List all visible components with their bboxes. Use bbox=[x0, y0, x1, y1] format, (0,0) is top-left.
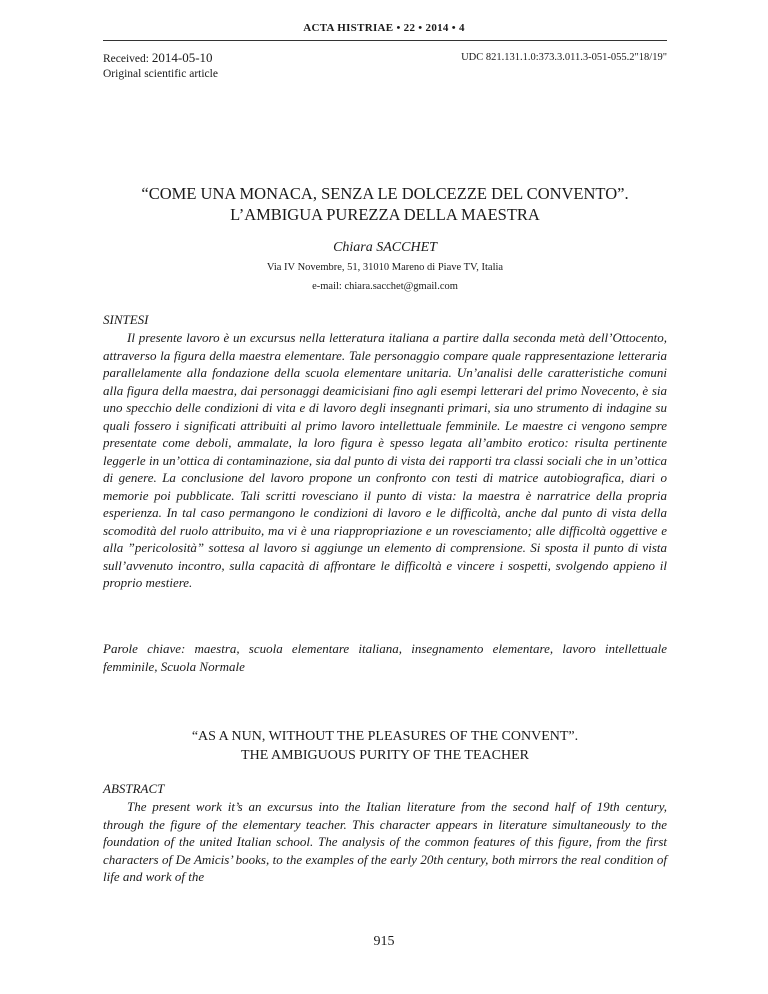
received-date: 2014-05-10 bbox=[151, 50, 213, 65]
sintesi-section bbox=[103, 311, 667, 592]
title-line-1: “COME UNA MONACA, SENZA LE DOLCEZZE DEL CONVENTO”. bbox=[141, 184, 629, 203]
english-title-line-1: “AS A NUN, WITHOUT THE PLEASURES OF THE CONVENT”. bbox=[191, 729, 579, 744]
sintesi-text: Il presente lavoro è un excursus nella letteratura italiana a partire dalla seconda metà dell’Ottocento, attraverso la figura della maestra elementare. Tale personaggio compare quale rappresentazione letteraria parallelamente alla fondazione della scuola elementare unitaria. Un’analisi delle caratteristiche comuni alla figura della maestra, dai personaggi deamicisiani fino agli esempi letterari del primo Novecento, è sia uno specchio delle condizioni di vita e di lavoro degli insegnanti primari, sia uno strumento di indagine su quali fossero i significati attribuiti al primo lavoro intellettuale femminile. Le maestre ci vengono sempre presentate come deboli, ammalate, la loro figura è spesso legata all’ambito erotico: risulta pertinente leggerle in un’ottica di contaminazione, sia dal punto di vista dei rapporti tra classi sociali che in un’ottica di genere. La conclusione del lavoro propone un confronto con testi di matrice autobiografica, diari o memorie poi pubblicate. Tali scritti rovesciano il punto di vista: la maestra è narratrice della propria esperienza. In tal caso permangono le condizioni di lavoro e le difficoltà, anche dal punto di vista della scomodità del ruolo attribuito, ma vi è una riappropriazione e un rovesciamento; alle difficoltà oggettive e alla ”pericolosità” sottesa al lavoro si aggiunge un elemento di comprensione. Si sposta il punto di vista sull’avvenuto incontro, sulla capacità di affrontare le difficoltà e vincere i sospetti, svolgendo appieno il proprio mestiere. bbox=[103, 330, 667, 590]
page-number: 915 bbox=[373, 934, 395, 949]
article-type: Original scientific article bbox=[103, 68, 218, 80]
received-label: Received: bbox=[103, 53, 149, 65]
header-divider bbox=[103, 40, 667, 41]
author-email: e-mail: chiara.sacchet@gmail.com bbox=[312, 281, 458, 292]
sintesi-heading: SINTESI bbox=[103, 312, 149, 327]
title-line-2: L’AMBIGUA PUREZZA DELLA MAESTRA bbox=[230, 205, 540, 224]
author-name: Chiara SACCHET bbox=[333, 240, 437, 255]
received-line bbox=[103, 50, 218, 67]
author-address: Via IV Novembre, 51, 31010 Mareno di Piave TV, Italia bbox=[266, 262, 504, 273]
abstract-section bbox=[103, 780, 667, 886]
english-title-line-2: THE AMBIGUOUS PURITY OF THE TEACHER bbox=[241, 748, 529, 763]
udc-code: UDC 821.131.1.0:373.3.011.3-051-055.2"18/19" bbox=[461, 52, 667, 63]
abstract-text: The present work it’s an excursus into the Italian literature from the second half of 19th century, through the figure of the elementary teacher. This character appears in literature simultaneously to the foundation of the united Italian school. The analysis of the common features of this figure, from the first characters of De Amicis’ books, to the examples of the early 20th century, both mirrors the real condition of life and work of the bbox=[103, 799, 667, 884]
author-block bbox=[103, 238, 667, 296]
abstract-heading: ABSTRACT bbox=[103, 781, 165, 796]
article-meta bbox=[103, 50, 218, 82]
english-title bbox=[103, 727, 667, 765]
keywords: Parole chiave: maestra, scuola elementare italiana, insegnamento elementare, lavoro intellettuale femminile, Scuola Normale bbox=[103, 641, 667, 674]
article-title bbox=[103, 183, 667, 225]
journal-running-header: ACTA HISTRIAE • 22 • 2014 • 4 bbox=[303, 22, 465, 34]
